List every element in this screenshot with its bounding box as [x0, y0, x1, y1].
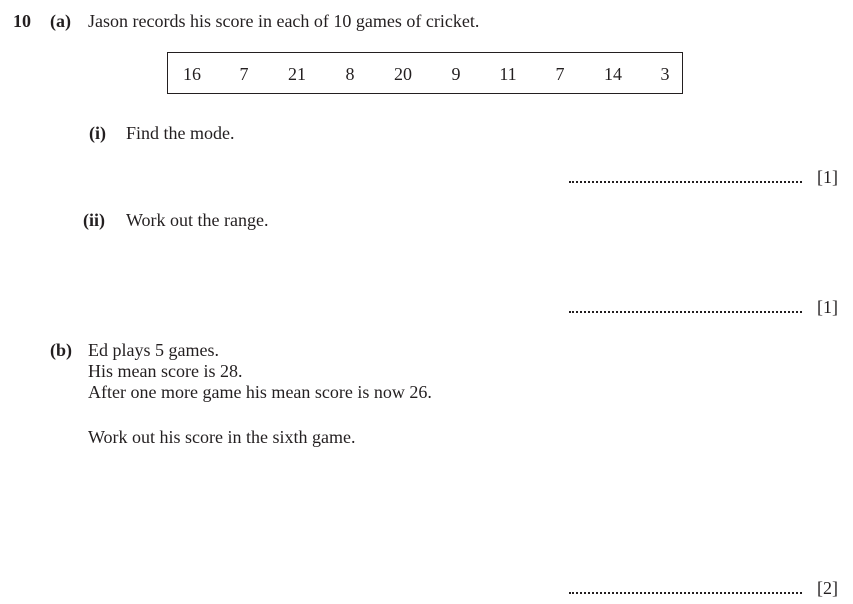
- score-cell: 11: [499, 64, 517, 84]
- sub-question-ii-label: (ii): [83, 210, 105, 230]
- answer-line-ii[interactable]: [569, 311, 802, 313]
- sub-question-i-label: (i): [89, 123, 106, 143]
- part-b-text-line: After one more game his mean score is now 26.: [88, 382, 432, 402]
- score-cell: 7: [239, 64, 249, 84]
- marks-i: [1]: [817, 167, 838, 187]
- part-b-label: (b): [50, 340, 72, 360]
- marks-ii: [1]: [817, 297, 838, 317]
- score-cell: 9: [451, 64, 461, 84]
- part-b-text-line: His mean score is 28.: [88, 361, 243, 381]
- part-b-instruction: Work out his score in the sixth game.: [88, 427, 356, 447]
- question-number: 10: [13, 11, 31, 31]
- score-cell: 8: [345, 64, 355, 84]
- part-a-text: Jason records his score in each of 10 games of cricket.: [88, 11, 480, 31]
- score-cell: 7: [555, 64, 565, 84]
- score-cell: 20: [394, 64, 412, 84]
- marks-b: [2]: [817, 578, 838, 598]
- answer-line-i[interactable]: [569, 181, 802, 183]
- score-cell: 21: [288, 64, 306, 84]
- part-b-text-line: Ed plays 5 games.: [88, 340, 219, 360]
- sub-question-ii-text: Work out the range.: [126, 210, 269, 230]
- score-cell: 14: [604, 64, 622, 84]
- score-cell: 16: [183, 64, 201, 84]
- sub-question-i-text: Find the mode.: [126, 123, 235, 143]
- scores-table: [167, 52, 683, 94]
- score-cell: 3: [660, 64, 670, 84]
- answer-line-b[interactable]: [569, 592, 802, 594]
- part-a-label: (a): [50, 11, 71, 31]
